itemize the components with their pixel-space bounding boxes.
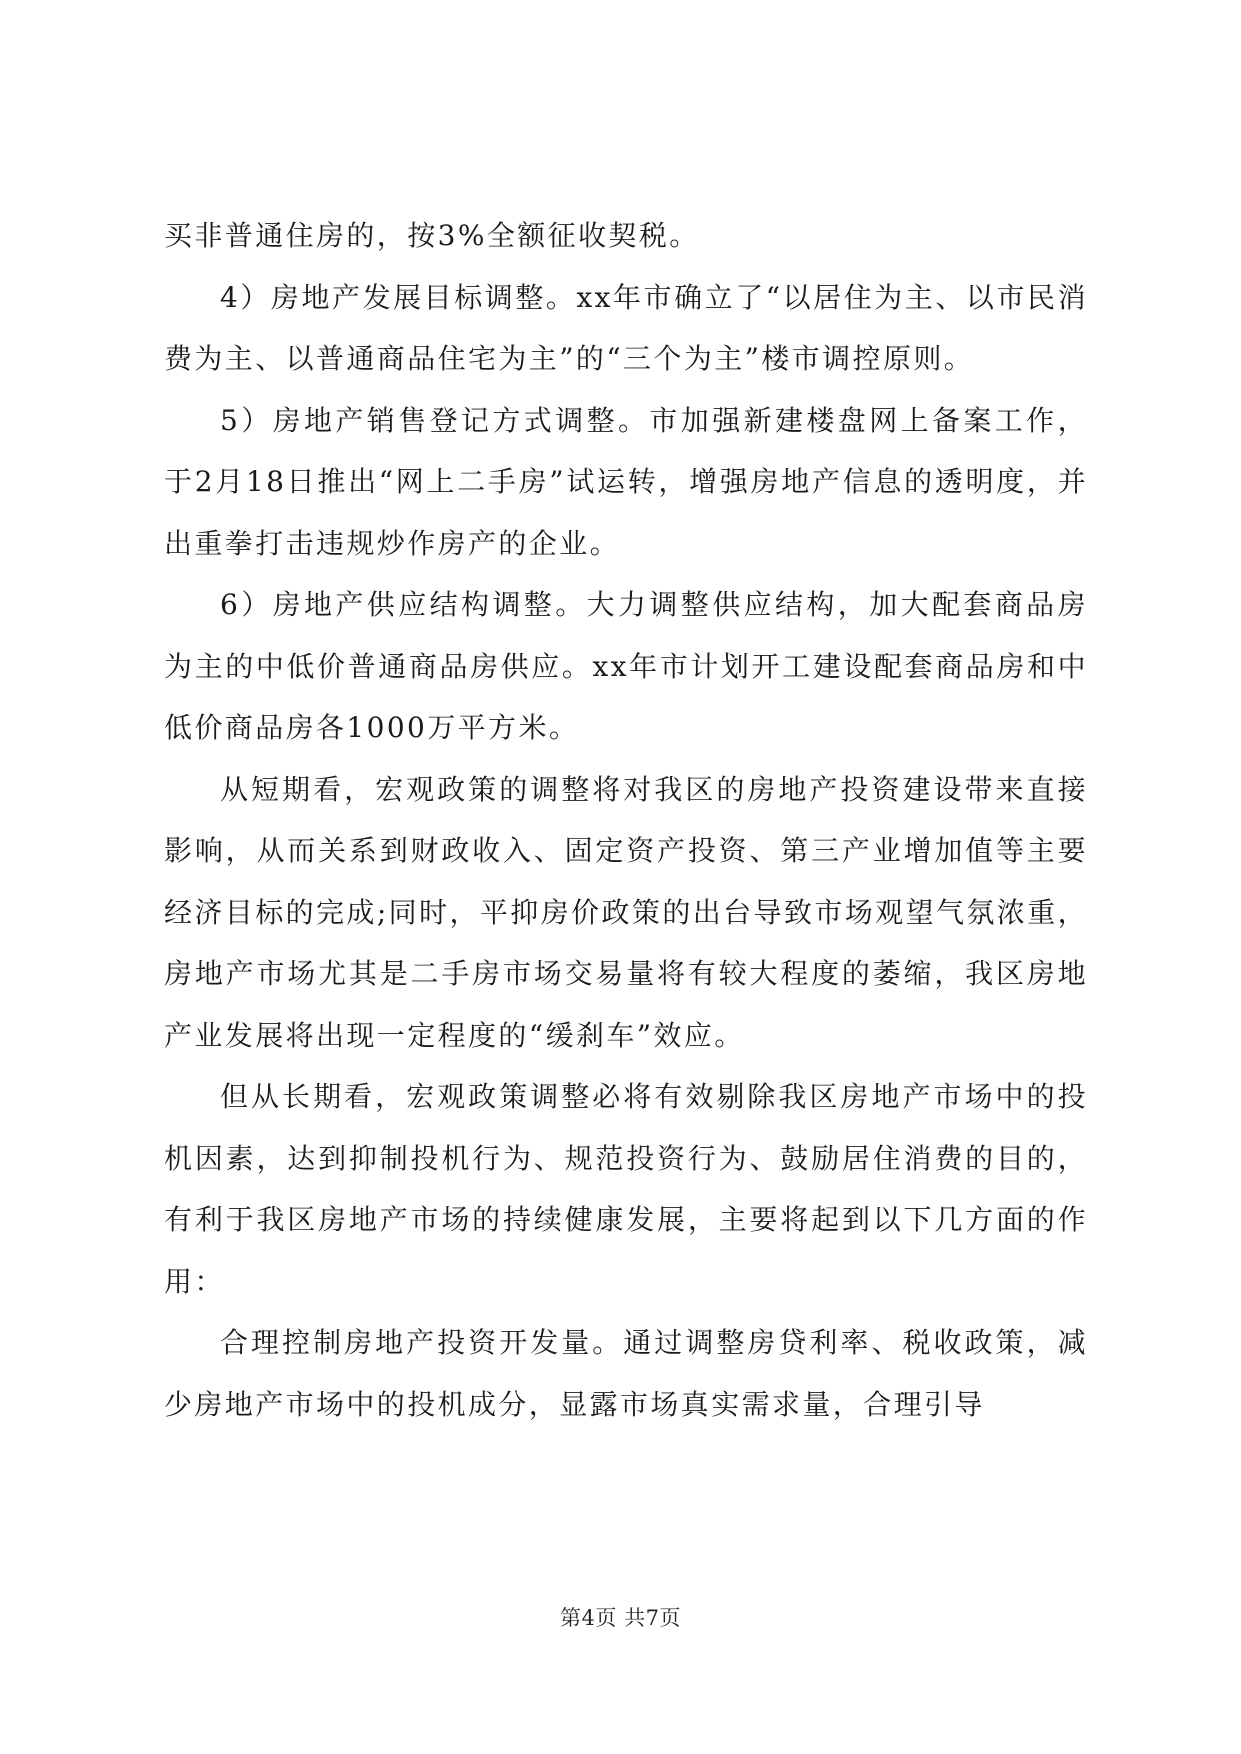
paragraph-registration-adjustment: 5）房地产销售登记方式调整。市加强新建楼盘网上备案工作，于2月18日推出“网上二手房”试运转，增强房地产信息的透明度，并出重拳打击违规炒作房产的企业。	[164, 403, 1088, 560]
paragraph-continuation: 买非普通住房的，按3%全额征收契税。	[164, 219, 700, 252]
document-body	[164, 205, 1088, 1435]
paragraph-long-term-impact: 但从长期看，宏观政策调整必将有效剔除我区房地产市场中的投机因素，达到抑制投机行为、规范投资行为、鼓励居住消费的目的，有利于我区房地产市场的持续健康发展，主要将起到以下几方面的作用：	[164, 1080, 1088, 1298]
paragraph-investment-control: 合理控制房地产投资开发量。通过调整房贷利率、税收政策，减少房地产市场中的投机成分，显露市场真实需求量，合理引导	[164, 1326, 1088, 1421]
paragraph-target-adjustment: 4）房地产发展目标调整。xx年市确立了“以居住为主、以市民消费为主、以普通商品住宅为主”的“三个为主”楼市调控原则。	[164, 280, 1088, 375]
page-number-footer: 第4页 共7页	[560, 1606, 681, 1630]
paragraph-supply-adjustment: 6）房地产供应结构调整。大力调整供应结构，加大配套商品房为主的中低价普通商品房供应。xx年市计划开工建设配套商品房和中低价商品房各1000万平方米。	[164, 588, 1088, 744]
paragraph-short-term-impact: 从短期看，宏观政策的调整将对我区的房地产投资建设带来直接影响，从而关系到财政收入、固定资产投资、第三产业增加值等主要经济目标的完成;同时，平抑房价政策的出台导致市场观望气氛浓重，房地产市场尤其是二手房市场交易量将有较大程度的萎缩，我区房地产业发展将出现一定程度的“缓刹车”效应。	[164, 772, 1088, 1052]
